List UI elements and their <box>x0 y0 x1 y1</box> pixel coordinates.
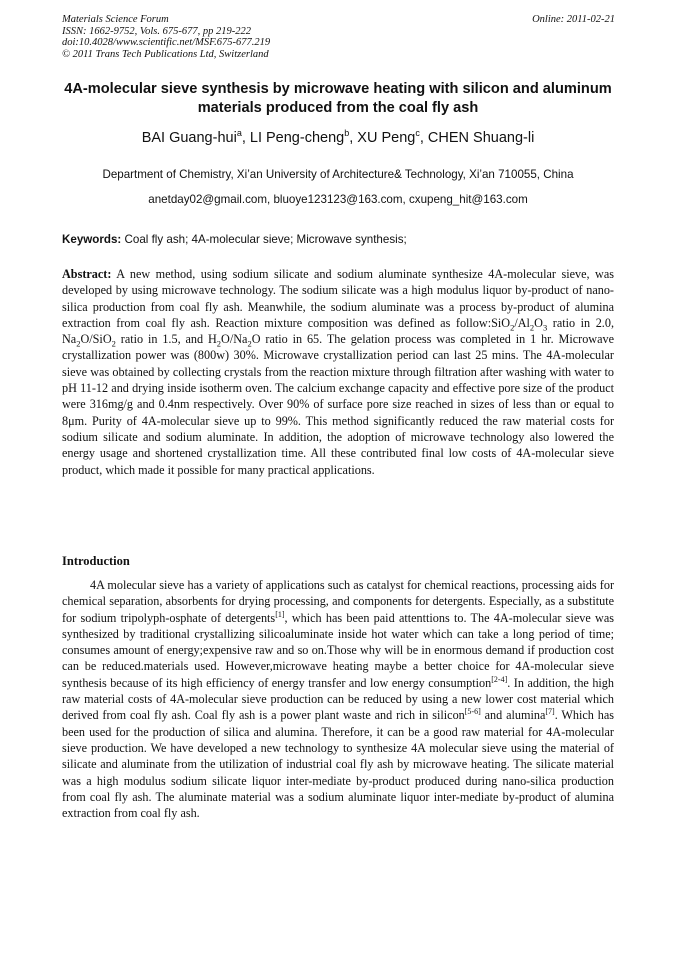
author-name: BAI Guang-hui <box>141 129 237 146</box>
abstract: Abstract: A new method, using sodium silicate and sodium aluminate synthesize 4A-molecular sieve, was developed by using microwave technology. The sodium silicate was a high modulus liquor by-product of nano-silica production from coal fly ash. Meanwhile, the sodium aluminate was a process by-product of alumina extraction from coal fly ash. Reaction mixture composition was defined as $follow:SiO_2/Al_2O_3$ ratio in 2.0, $Na_2O/SiO_2$ ratio in 1.5, and $H_2O/Na_2O$ ratio in 65. The gelation process was completed in 1 hr. Microwave crystallization power was (800w) 30%. Microwave crystallization period can last 25 mins. The 4A-molecular sieve was obtained by collecting crystals from the reaction mixture through filtration after washing with water to pH 11-12 and drying inside isotherm oven. The calcium exchange capacity and effective pore size of the product were 316mg/g and 0.4nm respectively. Over 90% of surface pore size reached in sizes of less than or equal to 8μm. Purity of 4A-molecular sieve up to 99%. This method significantly reduced the raw material costs for sodium silicate and sodium aluminate. In addition, the adoption of microwave technology also lowered the energy usage and shortened crystallization time. All these contributed final low costs of 4A-molecular sieve product, which made it possible for many practical applications. <box>62 267 615 477</box>
citation[interactable]: [5-6] <box>464 707 481 717</box>
affiliation: Department of Chemistry, Xi’an University of Architecture& Technology, Xi’an 710055, China <box>102 168 574 181</box>
issn-line: ISSN: 1662-9752, Vols. 675-677, pp 219-222 <box>62 25 251 37</box>
doi-line: doi:10.4028/www.scientific.net/MSF.675-677.219 <box>62 37 271 48</box>
author-list: BAI Guang-hui$^a$, LI Peng-cheng$^b$, XU Peng$^c$, CHEN Shuang-li <box>141 128 535 146</box>
online-date: Online: 2011-02-21 <box>532 14 615 25</box>
author-affil-mark: a <box>236 128 242 138</box>
abstract-label: Abstract: <box>62 267 112 281</box>
author-affil-mark: c <box>415 128 420 138</box>
citation[interactable]: [7] <box>545 707 555 717</box>
journal-name: Materials Science Forum <box>62 14 169 25</box>
copyright-line: © 2011 Trans Tech Publications Ltd, Switzerland <box>62 48 269 60</box>
author-name: CHEN Shuang-li <box>427 129 535 146</box>
citation[interactable]: [1] <box>275 609 285 619</box>
introduction-paragraph: 4A molecular sieve has a variety of applications such as catalyst for chemical reactions, processing aids for chemical separation, absorbents for drying processing, and components for detergents. Especially, as a substitute for sodium tripolyph-osphate of detergents[1], which has been paid attenttions to. The 4A-molecular sieve was synthesized by traditional crystallizing silicoaluminate inside hot water which can take a long period of time; consumes amount of energy;expensive raw and so on.Those why will be in enormous demand if production cost can be reduced.materials used. However,microwave heating maybe a better choice for 4A-molecular sieve synthesis because of its high efficiency of energy transfer and low energy consumption[2-4]. In addition, the high raw material costs of 4A-molecular sieve production can be reduced by using a new lower cost material which derived from coal fly ash. Coal fly ash is a power plant waste and rich in silicon[5-6] and alumina[7]. Which has been used for the production of silica and alumina. Therefore, it can be a good raw material for 4A-molecular sieve production. We have developed a new technology to synthesize 4A molecular sieve using the material of silicate and aluminate from the utilization of industrial coal fly ash by microwave heating. The silicate material was a high modulus sodium silicate liquor inter-mediate by-product produced during nano-silica production from coal fly ash. The aluminate material was a sodium aluminate liquor inter-mediate by-product of alumina extraction from coal fly ash. <box>62 578 615 821</box>
section-heading-introduction: Introduction <box>62 554 130 568</box>
citation[interactable]: [2-4] <box>491 674 508 684</box>
keywords-text: Coal fly ash; 4A-molecular sieve; Microwave synthesis; <box>121 233 407 246</box>
author-emails: anetday02@gmail.com, bluoye123123@163.com, cxupeng_hit@163.com <box>148 193 528 206</box>
keywords <box>62 233 407 246</box>
paper-title: 4A-molecular sieve synthesis by microwave heating with silicon and aluminum materials produced from the coal fly ash <box>64 81 612 116</box>
journal-header <box>62 14 270 60</box>
keywords-label: Keywords: <box>62 233 122 246</box>
author-name: XU Peng <box>357 129 416 146</box>
author-affil-mark: b <box>344 128 350 138</box>
author-name: LI Peng-cheng <box>249 129 345 146</box>
